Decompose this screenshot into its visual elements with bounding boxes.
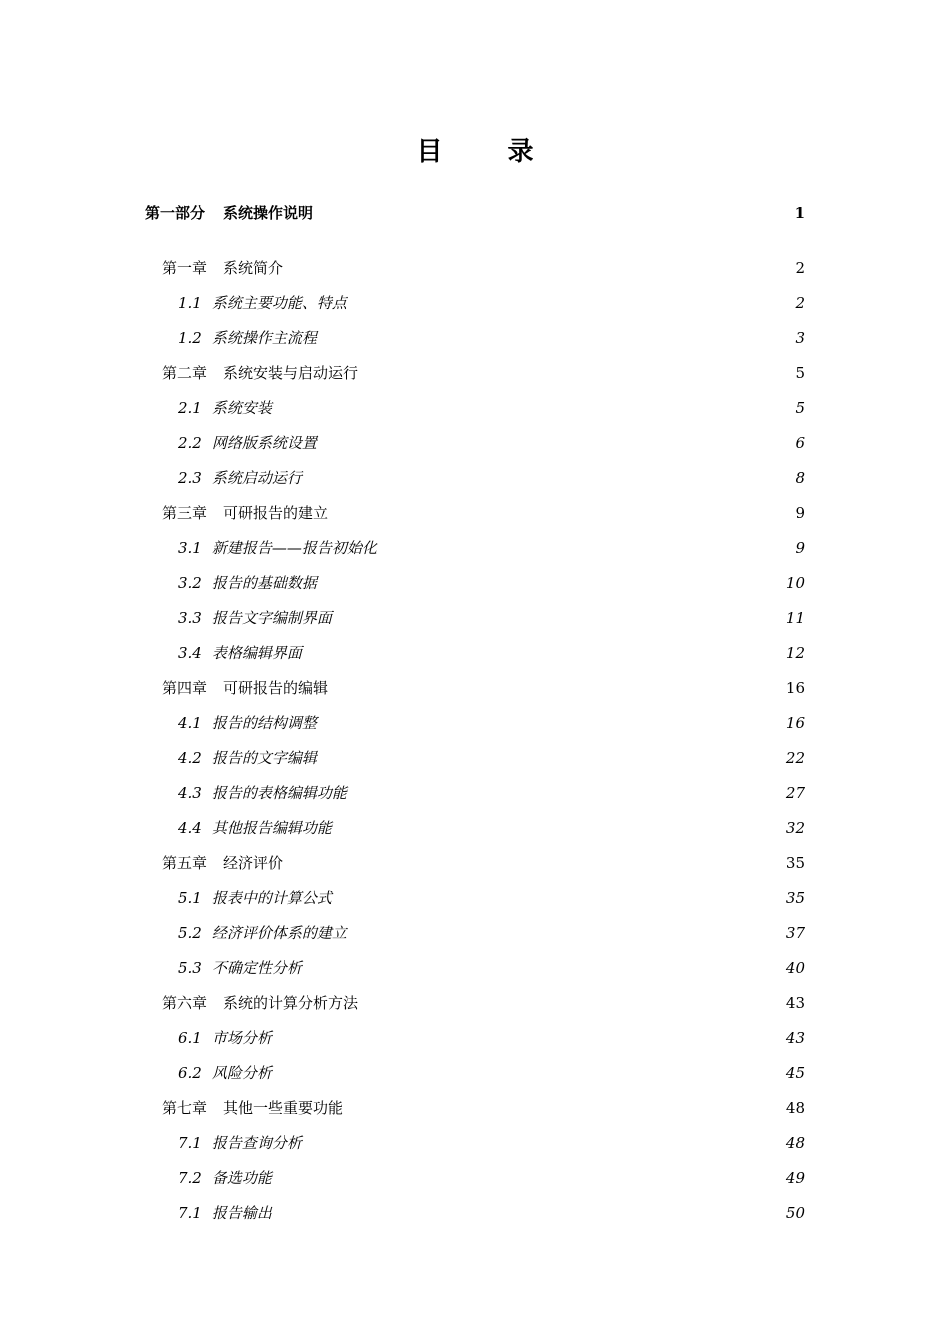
toc-entry-label bbox=[162, 258, 283, 278]
toc-page-number: 22 bbox=[785, 749, 805, 767]
toc-page-number: 12 bbox=[785, 644, 805, 662]
toc-dot-leader bbox=[314, 203, 794, 215]
toc-page-number: 9 bbox=[795, 504, 805, 522]
toc-entry-text: 报告查询分析 bbox=[211, 1134, 302, 1152]
toc-page-number: 11 bbox=[785, 609, 805, 627]
toc-entry-text: 其他报告编辑功能 bbox=[211, 819, 332, 837]
toc-entry-label bbox=[178, 1028, 272, 1048]
toc-entry-chapter[interactable] bbox=[162, 258, 805, 278]
toc-dot-leader bbox=[303, 468, 795, 480]
toc-entry-text: 风险分析 bbox=[211, 1064, 272, 1082]
toc-dot-leader bbox=[303, 1133, 785, 1145]
toc-entry-label bbox=[145, 203, 313, 223]
toc-entry-section[interactable] bbox=[178, 748, 805, 768]
toc-entry-text: 报告的文字编辑 bbox=[211, 749, 317, 767]
toc-entry-text: 可研报告的编辑 bbox=[223, 679, 329, 697]
toc-entry-number: 第五章 bbox=[162, 854, 208, 872]
toc-page-number: 40 bbox=[785, 959, 805, 977]
toc-dot-leader bbox=[329, 503, 794, 515]
toc-entry-label bbox=[162, 1098, 343, 1118]
toc-entry-number: 第六章 bbox=[162, 994, 208, 1012]
toc-entry-label bbox=[178, 1133, 302, 1153]
toc-entry-number: 1.2 bbox=[178, 329, 202, 347]
toc-page-number: 6 bbox=[795, 434, 805, 452]
toc-entry-section[interactable] bbox=[178, 538, 805, 558]
toc-entry-label bbox=[178, 293, 347, 313]
toc-page-number: 48 bbox=[785, 1134, 805, 1152]
toc-entry-label bbox=[178, 888, 332, 908]
toc-entry-number: 2.2 bbox=[178, 434, 202, 452]
toc-entry-text: 报告的结构调整 bbox=[211, 714, 317, 732]
toc-dot-leader bbox=[329, 678, 785, 690]
toc-page-number: 43 bbox=[785, 994, 805, 1012]
toc-entry-number: 6.1 bbox=[178, 1029, 202, 1047]
toc-entry-section[interactable] bbox=[178, 293, 805, 313]
toc-dot-leader bbox=[378, 538, 795, 550]
toc-entry-number: 7.1 bbox=[178, 1204, 202, 1222]
toc-entry-section[interactable] bbox=[178, 573, 805, 593]
toc-entry-text: 报告输出 bbox=[211, 1204, 272, 1222]
toc-entry-label bbox=[178, 643, 302, 663]
toc-entry-text: 系统安装与启动运行 bbox=[223, 364, 359, 382]
toc-entry-section[interactable] bbox=[178, 783, 805, 803]
toc-page-number: 27 bbox=[785, 784, 805, 802]
toc-title: 目 录 bbox=[416, 137, 562, 167]
toc-entry-section[interactable] bbox=[178, 433, 805, 453]
toc-entry-section[interactable] bbox=[178, 818, 805, 838]
toc-entry-number: 第四章 bbox=[162, 679, 208, 697]
toc-page-number: 16 bbox=[785, 714, 805, 732]
toc-page-number: 35 bbox=[785, 889, 805, 907]
toc-entry-number: 3.4 bbox=[178, 644, 202, 662]
toc-entry-text: 报告文字编制界面 bbox=[211, 609, 332, 627]
toc-entry-number: 4.1 bbox=[178, 714, 202, 732]
toc-entry-number: 2.3 bbox=[178, 469, 202, 487]
toc-dot-leader bbox=[273, 1028, 785, 1040]
toc-entry-number: 第三章 bbox=[162, 504, 208, 522]
toc-entry-number: 2.1 bbox=[178, 399, 202, 417]
toc-entry-text: 报告的表格编辑功能 bbox=[211, 784, 347, 802]
toc-entry-section[interactable] bbox=[178, 328, 805, 348]
toc-entry-number: 6.2 bbox=[178, 1064, 202, 1082]
toc-dot-leader bbox=[303, 958, 785, 970]
toc-entry-number: 7.1 bbox=[178, 1134, 202, 1152]
toc-dot-leader bbox=[359, 363, 794, 375]
toc-page-number: 5 bbox=[795, 364, 805, 382]
toc-entry-label bbox=[178, 818, 332, 838]
toc-dot-leader bbox=[344, 1098, 785, 1110]
toc-entry-text: 系统简介 bbox=[223, 259, 284, 277]
toc-entry-section[interactable] bbox=[178, 888, 805, 908]
toc-entry-label bbox=[162, 678, 328, 698]
toc-entry-number: 3.2 bbox=[178, 574, 202, 592]
toc-entry-text: 备选功能 bbox=[211, 1169, 272, 1187]
toc-dot-leader bbox=[359, 993, 785, 1005]
toc-page-number: 43 bbox=[785, 1029, 805, 1047]
toc-dot-leader bbox=[333, 888, 785, 900]
toc-page-number: 2 bbox=[795, 294, 805, 312]
toc-dot-leader bbox=[318, 328, 795, 340]
toc-entry-label bbox=[178, 573, 317, 593]
toc-entry-section[interactable] bbox=[178, 923, 805, 943]
toc-entry-number: 第二章 bbox=[162, 364, 208, 382]
toc-entry-text: 其他一些重要功能 bbox=[223, 1099, 344, 1117]
toc-entry-text: 报表中的计算公式 bbox=[211, 889, 332, 907]
toc-entry-number: 1.1 bbox=[178, 294, 202, 312]
toc-entry-number: 5.1 bbox=[178, 889, 202, 907]
toc-entry-number: 3.3 bbox=[178, 609, 202, 627]
toc-entry-label bbox=[178, 538, 377, 558]
toc-entry-text: 市场分析 bbox=[211, 1029, 272, 1047]
toc-entry-label bbox=[178, 748, 317, 768]
toc-entry-text: 报告的基础数据 bbox=[211, 574, 317, 592]
toc-entry-label bbox=[162, 993, 358, 1013]
toc-entry-text: 可研报告的建立 bbox=[223, 504, 329, 522]
toc-entry-part[interactable] bbox=[145, 203, 805, 223]
toc-entry-chapter[interactable] bbox=[162, 853, 805, 873]
toc-entry-number: 第一章 bbox=[162, 259, 208, 277]
toc-entry-text: 表格编辑界面 bbox=[211, 644, 302, 662]
toc-page-number: 1 bbox=[794, 204, 805, 222]
toc-entry-text: 系统安装 bbox=[211, 399, 272, 417]
toc-page-number: 32 bbox=[785, 819, 805, 837]
toc-dot-leader bbox=[303, 643, 785, 655]
toc-page-number: 9 bbox=[795, 539, 805, 557]
toc-page-number: 2 bbox=[795, 259, 805, 277]
toc-entry-chapter[interactable] bbox=[162, 363, 805, 383]
toc-entry-label bbox=[178, 328, 317, 348]
toc-entry-section[interactable] bbox=[178, 1063, 805, 1083]
toc-dot-leader bbox=[333, 818, 785, 830]
toc-dot-leader bbox=[318, 573, 785, 585]
toc-entry-number: 3.1 bbox=[178, 539, 202, 557]
toc-page-number: 35 bbox=[785, 854, 805, 872]
toc-dot-leader bbox=[273, 1203, 785, 1215]
toc-entry-number: 7.2 bbox=[178, 1169, 202, 1187]
toc-page-number: 48 bbox=[785, 1099, 805, 1117]
toc-entry-chapter[interactable] bbox=[162, 1098, 805, 1118]
toc-entry-label bbox=[178, 1063, 272, 1083]
toc-entry-label bbox=[178, 1203, 272, 1223]
toc-entry-text: 网络版系统设置 bbox=[211, 434, 317, 452]
toc-entry-text: 系统启动运行 bbox=[211, 469, 302, 487]
toc-entry-number: 4.3 bbox=[178, 784, 202, 802]
toc-entry-section[interactable] bbox=[178, 398, 805, 418]
toc-dot-leader bbox=[284, 853, 785, 865]
toc-entry-label bbox=[178, 1168, 272, 1188]
toc-page-number: 5 bbox=[795, 399, 805, 417]
toc-entry-number: 4.4 bbox=[178, 819, 202, 837]
toc-entry-label bbox=[178, 783, 347, 803]
toc-page-number: 50 bbox=[785, 1204, 805, 1222]
toc-entry-section[interactable] bbox=[178, 643, 805, 663]
toc-entry-section[interactable] bbox=[178, 608, 805, 628]
toc-dot-leader bbox=[348, 923, 785, 935]
toc-entry-label bbox=[178, 433, 317, 453]
toc-entry-number: 4.2 bbox=[178, 749, 202, 767]
toc-entry-section[interactable] bbox=[178, 713, 805, 733]
toc-entry-text: 系统的计算分析方法 bbox=[223, 994, 359, 1012]
toc-entry-chapter[interactable] bbox=[162, 678, 805, 698]
toc-page-number: 45 bbox=[785, 1064, 805, 1082]
toc-dot-leader bbox=[333, 608, 785, 620]
toc-dot-leader bbox=[273, 1063, 785, 1075]
toc-entry-section[interactable] bbox=[178, 1168, 805, 1188]
toc-page-number: 8 bbox=[795, 469, 805, 487]
toc-entry-label bbox=[178, 713, 317, 733]
toc-entry-label bbox=[178, 923, 347, 943]
toc-dot-leader bbox=[273, 398, 795, 410]
toc-entry-chapter[interactable] bbox=[162, 993, 805, 1013]
toc-page-number: 16 bbox=[785, 679, 805, 697]
toc-entry-text: 新建报告——报告初始化 bbox=[211, 539, 377, 557]
toc-entry-text: 经济评价体系的建立 bbox=[211, 924, 347, 942]
toc-entry-number: 5.2 bbox=[178, 924, 202, 942]
toc-entry-section[interactable] bbox=[178, 468, 805, 488]
toc-entry-text: 不确定性分析 bbox=[211, 959, 302, 977]
toc-entry-text: 系统操作主流程 bbox=[211, 329, 317, 347]
toc-entry-section[interactable] bbox=[178, 958, 805, 978]
toc-dot-leader bbox=[318, 748, 785, 760]
toc-entry-label bbox=[178, 398, 272, 418]
toc-entry-label bbox=[162, 363, 358, 383]
toc-entry-label bbox=[178, 608, 332, 628]
toc-entry-label bbox=[178, 468, 302, 488]
toc-page-number: 3 bbox=[795, 329, 805, 347]
toc-dot-leader bbox=[284, 258, 794, 270]
toc-entry-text: 系统操作说明 bbox=[223, 204, 314, 222]
toc-entry-text: 系统主要功能、特点 bbox=[211, 294, 347, 312]
toc-entry-section[interactable] bbox=[178, 1133, 805, 1153]
toc-dot-leader bbox=[348, 293, 795, 305]
toc-entry-label bbox=[178, 958, 302, 978]
toc-dot-leader bbox=[348, 783, 785, 795]
toc-entry-label bbox=[162, 853, 283, 873]
toc-entry-number: 5.3 bbox=[178, 959, 202, 977]
toc-entry-section[interactable] bbox=[178, 1203, 805, 1223]
toc-entry-number: 第七章 bbox=[162, 1099, 208, 1117]
toc-page-number: 49 bbox=[785, 1169, 805, 1187]
toc-dot-leader bbox=[273, 1168, 785, 1180]
toc-entry-number: 第一部分 bbox=[145, 204, 206, 222]
toc-entry-chapter[interactable] bbox=[162, 503, 805, 523]
toc-dot-leader bbox=[318, 433, 795, 445]
toc-page-number: 37 bbox=[785, 924, 805, 942]
toc-entry-label bbox=[162, 503, 328, 523]
toc-dot-leader bbox=[318, 713, 785, 725]
toc-entry-section[interactable] bbox=[178, 1028, 805, 1048]
toc-page-number: 10 bbox=[785, 574, 805, 592]
toc-entry-text: 经济评价 bbox=[223, 854, 284, 872]
